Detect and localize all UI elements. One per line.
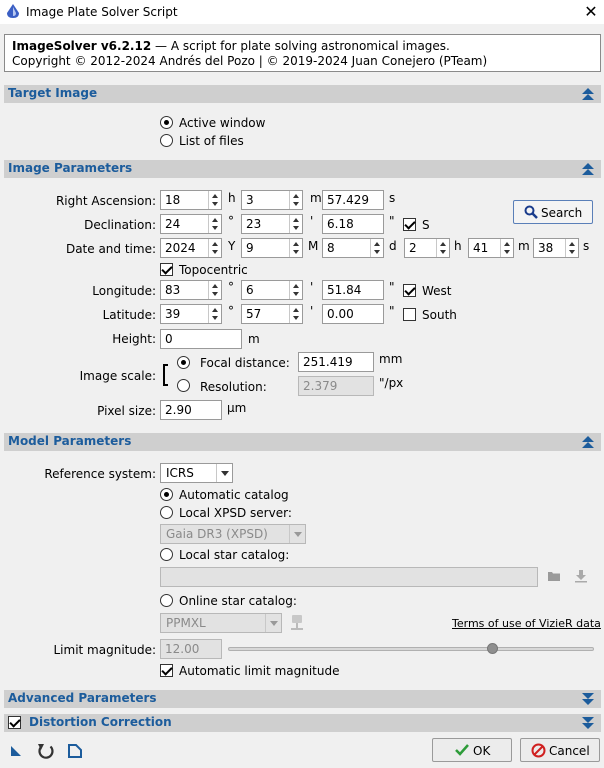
dec-south-label: S [422, 218, 430, 232]
ra-minutes-spinbox[interactable]: 3 [241, 190, 303, 210]
resolution-label: Resolution: [200, 380, 267, 394]
expand-icon[interactable] [581, 691, 595, 707]
focal-distance-radio[interactable] [177, 356, 190, 369]
automatic-catalog-label: Automatic catalog [179, 488, 289, 502]
day-unit: d [389, 239, 397, 253]
lat-seconds-unit: " [389, 304, 395, 318]
pixel-size-unit: µm [227, 401, 247, 415]
south-label: South [422, 308, 457, 322]
folder-icon[interactable] [547, 570, 561, 582]
collapse-icon[interactable] [581, 86, 595, 102]
dec-south-checkbox[interactable] [403, 218, 416, 231]
dec-minutes-unit: ' [310, 214, 314, 228]
dec-seconds-input[interactable]: 6.18 [322, 214, 384, 234]
section-title: Advanced Parameters [8, 691, 157, 705]
height-unit: m [248, 332, 260, 346]
ra-hours-spinbox[interactable]: 18 [160, 190, 222, 210]
longitude-label: Longitude: [92, 284, 156, 298]
lon-degrees-unit: ° [228, 280, 234, 294]
ra-label: Right Ascension: [55, 194, 156, 208]
new-instance-icon[interactable] [10, 745, 22, 757]
vizier-terms-link[interactable]: Terms of use of VizieR data [452, 617, 601, 630]
dec-seconds-unit: " [389, 214, 395, 228]
local-star-catalog-radio[interactable] [160, 548, 173, 561]
section-title: Model Parameters [8, 434, 132, 448]
limit-magnitude-label: Limit magnitude: [53, 643, 156, 657]
ok-label: OK [473, 744, 491, 758]
lon-minutes-spinbox[interactable]: 6 [241, 280, 303, 300]
reset-icon[interactable] [36, 741, 56, 761]
ra-minutes-unit: m [310, 191, 322, 205]
expand-icon[interactable] [581, 715, 595, 731]
active-window-radio[interactable] [160, 116, 173, 129]
local-star-catalog-label: Local star catalog: [179, 548, 290, 562]
reference-system-label: Reference system: [44, 467, 156, 481]
ra-hours-unit: h [228, 191, 236, 205]
limit-magnitude-input[interactable]: 12.00 [160, 639, 222, 659]
collapse-icon[interactable] [581, 434, 595, 450]
script-info-box [4, 34, 601, 72]
pixel-size-label: Pixel size: [97, 404, 156, 418]
dec-degrees-spinbox[interactable]: 24 [160, 214, 222, 234]
focal-unit: mm [379, 352, 403, 366]
section-title: Image Parameters [8, 161, 133, 175]
limit-magnitude-slider-handle[interactable] [487, 643, 498, 654]
lat-minutes-unit: ' [310, 304, 314, 318]
section-title: Distortion Correction [29, 715, 172, 729]
lat-degrees-spinbox[interactable]: 39 [160, 304, 222, 324]
topocentric-checkbox[interactable] [160, 263, 173, 276]
month-unit: M [308, 239, 319, 253]
search-button[interactable] [513, 200, 593, 224]
topocentric-label: Topocentric [179, 263, 248, 277]
section-distortion-correction[interactable] [4, 714, 601, 732]
script-description: — A script for plate solving astronomical images. [151, 39, 450, 53]
automatic-catalog-radio[interactable] [160, 488, 173, 501]
xpsd-server-value: Gaia DR3 (XPSD) [166, 527, 268, 541]
cancel-label: Cancel [549, 744, 590, 758]
year-unit: Y [228, 239, 236, 253]
resolution-input[interactable]: 2.379 [298, 376, 374, 396]
app-logo-icon [6, 4, 20, 19]
resolution-unit: "/px [379, 376, 404, 390]
list-of-files-radio[interactable] [160, 134, 173, 147]
dec-minutes-spinbox[interactable]: 23 [241, 214, 303, 234]
copyright: Copyright © 2012-2024 Andrés del Pozo | © 2019-2024 Juan Conejero (PTeam) [12, 54, 488, 68]
local-star-catalog-path[interactable] [160, 567, 538, 587]
latitude-label: Latitude: [102, 308, 156, 322]
online-catalog-value: PPMXL [166, 616, 206, 630]
west-label: West [422, 284, 452, 298]
download-icon[interactable] [574, 569, 588, 583]
lon-degrees-spinbox[interactable]: 83 [160, 280, 222, 300]
dec-label: Declination: [84, 218, 156, 232]
cancel-button[interactable] [520, 738, 600, 762]
year-spinbox[interactable]: 2024 [160, 238, 222, 258]
reference-system-select[interactable] [160, 463, 233, 483]
minute-unit: m [518, 239, 530, 253]
close-icon[interactable]: ✕ [584, 2, 598, 21]
ra-seconds-unit: s [389, 191, 396, 205]
online-catalog-select[interactable] [160, 613, 282, 633]
check-icon [455, 744, 469, 756]
chevron-down-icon [265, 614, 281, 632]
day-spinbox[interactable]: 8 [322, 238, 384, 258]
minute-spinbox[interactable]: 41 [468, 238, 514, 258]
month-spinbox[interactable]: 9 [241, 238, 303, 258]
ra-seconds-input[interactable]: 57.429 [322, 190, 384, 210]
documentation-icon[interactable] [68, 743, 82, 759]
height-input[interactable]: 0 [160, 329, 242, 349]
height-label: Height: [112, 332, 156, 346]
lat-degrees-unit: ° [228, 304, 234, 318]
auto-limit-magnitude-label: Automatic limit magnitude [179, 664, 340, 678]
lon-seconds-unit: " [389, 280, 395, 294]
search-icon [524, 205, 538, 219]
local-xpsd-radio[interactable] [160, 506, 173, 519]
bracket-icon [162, 364, 170, 386]
cancel-icon [531, 743, 546, 758]
chevron-down-icon [216, 464, 232, 482]
xpsd-server-select[interactable] [160, 524, 306, 544]
server-icon[interactable] [289, 613, 305, 633]
resolution-radio[interactable] [177, 379, 190, 392]
section-advanced-parameters[interactable] [4, 690, 601, 708]
image-scale-label: Image scale: [79, 369, 156, 383]
distortion-correction-checkbox[interactable] [8, 716, 21, 729]
reference-system-value: ICRS [166, 466, 194, 480]
search-label: Search [541, 206, 583, 220]
section-image-parameters[interactable] [4, 160, 601, 178]
lat-seconds-input[interactable]: 0.00 [322, 304, 384, 324]
lon-minutes-unit: ' [310, 280, 314, 294]
script-name: ImageSolver v6.2.12 [12, 39, 152, 53]
pixel-size-input[interactable]: 2.90 [160, 400, 222, 420]
active-window-label: Active window [179, 116, 266, 130]
second-unit: s [583, 239, 590, 253]
hour-unit: h [454, 239, 462, 253]
south-checkbox[interactable] [403, 308, 416, 321]
chevron-down-icon [289, 525, 305, 543]
section-title: Target Image [8, 86, 98, 100]
auto-limit-magnitude-checkbox[interactable] [160, 664, 173, 677]
lat-minutes-spinbox[interactable]: 57 [241, 304, 303, 324]
list-of-files-label: List of files [179, 134, 244, 148]
datetime-label: Date and time: [65, 242, 156, 256]
second-spinbox[interactable]: 38 [533, 238, 579, 258]
window-title: Image Plate Solver Script [26, 5, 178, 19]
lon-seconds-input[interactable]: 51.84 [322, 280, 384, 300]
online-star-catalog-radio[interactable] [160, 594, 173, 607]
hour-spinbox[interactable]: 2 [404, 238, 450, 258]
focal-distance-input[interactable]: 251.419 [298, 352, 374, 372]
online-star-catalog-label: Online star catalog: [179, 594, 297, 608]
section-target-image[interactable] [4, 85, 601, 103]
west-checkbox[interactable] [403, 284, 416, 297]
local-xpsd-label: Local XPSD server: [179, 506, 292, 520]
ok-button[interactable] [432, 738, 512, 762]
limit-magnitude-slider-track[interactable] [228, 647, 594, 651]
section-model-parameters[interactable] [4, 433, 601, 451]
focal-distance-label: Focal distance: [200, 356, 290, 370]
dec-degrees-unit: ° [228, 214, 234, 228]
collapse-icon[interactable] [581, 161, 595, 177]
